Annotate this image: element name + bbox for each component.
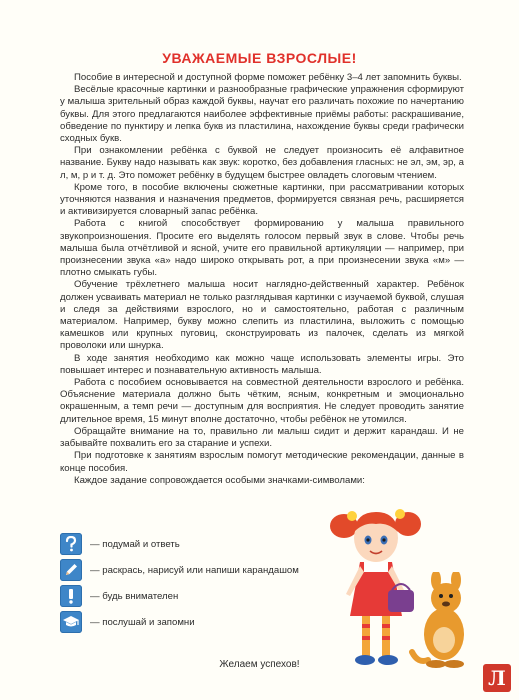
paragraph: Обучение трёхлетнего малыша носит наглядно-действенный характер. Ребёнок должен усваивать материал не только разглядывая картинки с изучаемой буквой, слушая и следя за действиями взрослого, но и самостоятельно, работая с различным материалом. Например, букву можно слепить из пластилина, выложить с помощью камешков или крупных пуговиц, сконструировать из палочек, сделать из мягкой проволоки или шнурка. — [60, 279, 464, 352]
paragraph: При подготовке к занятиям взрослым помогут методические рекомендации, данные в конце пособия. — [60, 450, 464, 474]
paragraph: Обращайте внимание на то, правильно ли малыш сидит и держит карандаш. И не забывайте похвалить его за старание и успехи. — [60, 425, 464, 450]
graduation-cap-icon — [60, 611, 82, 633]
paragraph: Весёлые красочные картинки и разнообразные графические упражнения сформируют у малыша зрительный образ каждой буквы, научат его различать похожие по начертанию буквы. Для этого предлагаются наиболее эффективные приёмы работы: раскрашивание, обведение по пунктиру и лепка букв из пластилина, нахождение буквы среди графически сходных букв. — [60, 84, 464, 145]
closing-wish: Желаем успехов! — [219, 659, 300, 670]
legend-label: — будь внимателен — [90, 590, 179, 602]
legend-label: — раскрась, нарисуй или напиши карандашом — [90, 564, 299, 576]
paragraph: В ходе занятия необходимо как можно чаще использовать элементы игры. Это повышает интерес и познавательную активность малыша. — [60, 352, 464, 376]
legend-item — [60, 532, 180, 556]
legend-label: — послушай и запомни — [90, 616, 195, 628]
legend-item — [60, 558, 299, 582]
question-icon — [60, 533, 82, 555]
legend-label: — подумай и ответь — [90, 538, 180, 550]
kangaroo-illustration — [408, 572, 480, 668]
publisher-logo: Л — [483, 664, 511, 692]
legend-item — [60, 584, 178, 608]
paragraph: Каждое задание сопровождается особыми значками-символами: — [74, 474, 365, 486]
paragraph: Работа с пособием основывается на совместной деятельности взрослого и ребёнка. Объяснение материала должно быть чётким, ясным, конкретным и эмоционально окрашенным, а темп речи — доступным для восприятия. Не следует проводить занятие длительное время, 15 минут вполне достаточно, чтобы ребёнок не утомился. — [60, 377, 464, 425]
intro-text — [60, 72, 464, 487]
exclamation-icon — [60, 585, 82, 607]
legend-item — [60, 610, 195, 634]
paragraph: Пособие в интересной и доступной форме поможет ребёнку 3–4 лет запомнить буквы. — [74, 72, 462, 83]
paragraph: Кроме того, в пособие включены сюжетные картинки, при рассматривании которых уточняются названия и назначения предметов, формируется связная речь, расширяется и активизируется словарный запас ребёнка. — [60, 181, 464, 218]
page-title: УВАЖАЕМЫЕ ВЗРОСЛЫЕ! — [162, 50, 357, 66]
pencil-icon — [60, 559, 82, 581]
paragraph: При ознакомлении ребёнка с буквой не следует произносить её алфавитное название. Букву надо называть как звук: коротко, без добавления гласных: не эл, эм, эр, а л, м, р и т. д. Это поможет ребёнку в будущем быстрее овладеть слоговым чтением. — [60, 145, 464, 181]
paragraph: Работа с книгой способствует формированию у малыша правильного звукопроизношения. Просите его выделять голосом первый звук в слове. Чтобы речь малыша была отчётливой и ясной, учите его правильной артикуляции — например, при произнесении звука «а» надо широко открывать рот, а при произнесении звука «м» — плотно смыкать губы. — [60, 218, 464, 279]
